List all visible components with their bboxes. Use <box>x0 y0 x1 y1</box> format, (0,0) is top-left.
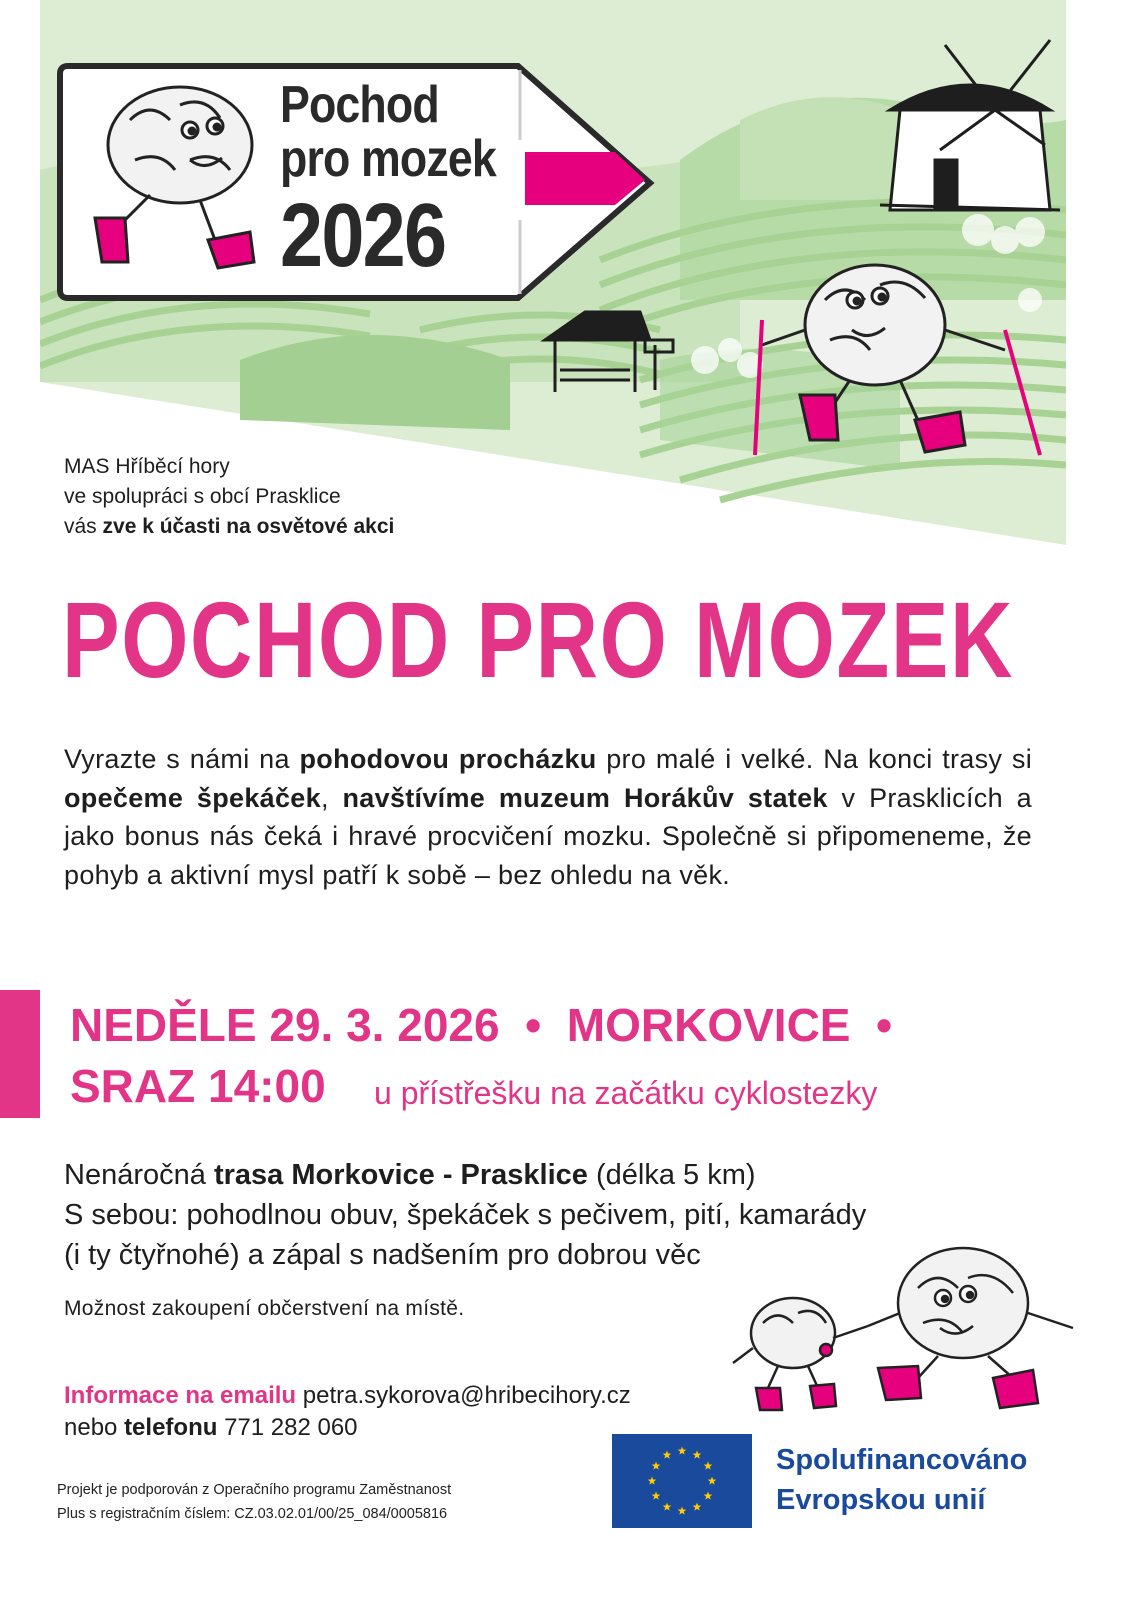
event-description <box>64 740 1032 894</box>
description-text-4: v Prasklicích a jako bonus nás čeká i hravé procvičení mozku. Společně si připomeneme, že pohyb a aktivní mysl patří k sobě – bez ohledu na věk. <box>64 782 1032 890</box>
description-bold-1: pohodovou procházku <box>299 744 597 774</box>
eu-line1: Spolufinancováno <box>776 1444 1028 1476</box>
project-line2: Plus s registračním číslem: CZ.03.02.01/00/25_084/0005816 <box>57 1506 448 1522</box>
event-meeting-time: SRAZ 14:00 <box>70 1060 326 1112</box>
description-text-3: , <box>320 782 343 813</box>
route-prefix: Nenáročná <box>64 1159 214 1191</box>
eu-line2: Evropskou unií <box>776 1484 986 1516</box>
organizer-intro <box>64 452 394 542</box>
route-info <box>64 1155 866 1195</box>
project-footnote <box>57 1478 451 1526</box>
bring-line2: (i ty čtyřnohé) a zápal s nadšením pro dobrou věc <box>64 1239 701 1271</box>
phone-label: telefonu <box>124 1414 218 1441</box>
description-text-2: pro malé i velké. Na konci trasy si <box>596 744 1032 774</box>
description-text-1: Vyrazte s námi na <box>64 744 300 774</box>
sign-title-line2: pro mozek <box>280 130 496 188</box>
bring-line1: S sebou: pohodlnou obuv, špekáček s pečivem, pití, kamarády <box>64 1199 867 1231</box>
eu-flag-icon <box>612 1434 752 1528</box>
refreshment-note: Možnost zakoupení občerstvení na místě. <box>64 1297 465 1320</box>
organizer-line1: MAS Hříběcí hory <box>64 455 230 478</box>
email-label: Informace na emailu <box>64 1382 297 1409</box>
page-title: POCHOD PRO MOZEK <box>62 579 1015 700</box>
event-meeting-place: u přístřešku na začátku cyklostezky <box>374 1075 878 1111</box>
organizer-line3 <box>64 512 394 542</box>
organizer-line2: ve spolupráci s obcí Prasklice <box>64 485 341 508</box>
phone-number[interactable]: 771 282 060 <box>224 1414 358 1441</box>
phone-row <box>64 1412 631 1444</box>
event-accent-bar <box>0 990 40 1118</box>
description-bold-2: opečeme špekáček <box>64 782 321 813</box>
route-length: (délka 5 km) <box>587 1159 756 1191</box>
route-name: trasa Morkovice - Prasklice <box>213 1159 588 1191</box>
organizer-line3-prefix: vás <box>64 515 103 538</box>
project-line1: Projekt je podporován z Operačního programu Zaměstnanost <box>57 1482 452 1498</box>
organizer-invite: zve k účasti na osvětové akci <box>102 515 395 538</box>
description-bold-3: navštívíme muzeum Horákův statek <box>342 782 828 813</box>
walking-brains-illustration <box>728 1238 1086 1436</box>
email-row <box>64 1380 631 1412</box>
eu-cofinancing <box>776 1440 1027 1520</box>
event-date-place: NEDĚLE 29. 3. 2026 • MORKOVICE • <box>70 999 893 1051</box>
sign-year: 2026 <box>280 186 446 286</box>
phone-prefix: nebo <box>64 1414 125 1441</box>
contact-info <box>64 1380 631 1444</box>
sign-title-line1: Pochod <box>280 76 439 134</box>
email-link[interactable]: petra.sykorova@hribecihory.cz <box>302 1382 631 1409</box>
